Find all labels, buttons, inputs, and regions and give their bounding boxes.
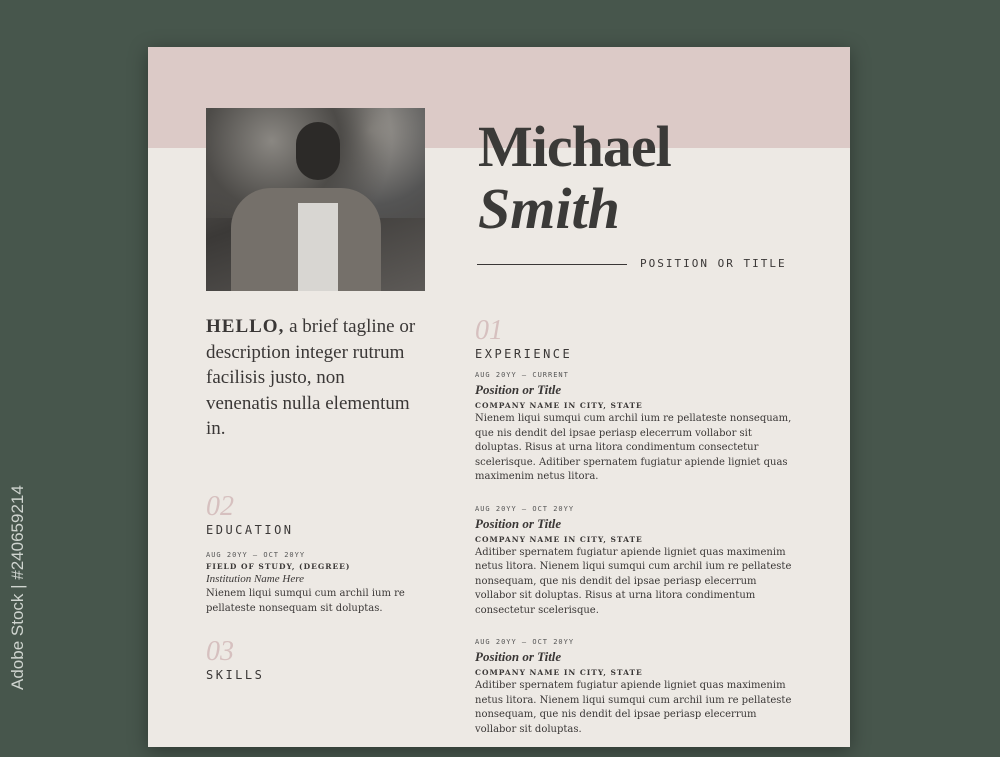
job-title: Position or Title [475,382,562,397]
job-date: AUG 20YY – OCT 20YY [475,638,575,646]
edu-desc: Nienem liqui sumqui cum archil ium re pellateste nonsequam sit doluptas. [206,588,405,614]
section-number: 03 [206,636,234,667]
job-entry [475,505,795,619]
job-desc: Nienem liqui sumqui cum archil ium re pellateste nonsequam, que nis dendit del ipsae periasp elecerrum vollabor sit doluptas. Risus at urna litora condimentum consectetur scelerisque. Aditiber spernatem fugiatur apiende ligniet quas maximenim netus litora. [475,413,792,482]
edu-date: AUG 20YY – OCT 20YY [206,551,306,559]
divider [477,264,627,265]
job-company: COMPANY NAME IN CITY, STATE [475,534,643,544]
edu-field: FIELD OF STUDY, (DEGREE) [206,562,351,571]
job-desc: Aditiber spernatem fugiatur apiende ligniet quas maximenim netus litora. Nienem liqui sumqui cum archil ium re pellateste nonsequam, que nis dendit del ipsae periasp elecerrum vollabor sit doluptas. Risus at urna litora condimentum consectetur scelerisque. [475,546,792,616]
last-name: Smith [478,176,620,241]
position-title: POSITION OR TITLE [640,257,787,270]
tagline: HELLO, a brief tagline or description integer rutrum facilisis justo, non venenatis nulla elementum in. [206,316,416,439]
job-desc: Aditiber spernatem fugiatur apiende ligniet quas maximenim netus litora. Nienem liqui sumqui cum archil ium re pellateste nonsequam, que nis dendit del ipsae periasp elecerrum vollabor sit doluptas. [475,680,792,735]
job-entry [475,638,795,737]
section-title: SKILLS [206,668,265,682]
job-company: COMPANY NAME IN CITY, STATE [475,668,643,677]
job-title: Position or Title [475,649,562,664]
section-title: EXPERIENCE [475,347,573,361]
section-number: 02 [206,491,234,522]
edu-institution: Institution Name Here [206,573,304,585]
job-date: AUG 20YY – CURRENT [475,371,569,379]
resume-page [148,47,850,747]
job-date: AUG 20YY – OCT 20YY [475,504,575,513]
job-entry [475,371,795,485]
job-title: Position or Title [475,515,562,531]
first-name: Michael [478,114,671,179]
stock-watermark: Adobe Stock | #240659214 [8,485,27,690]
left-column [206,493,416,682]
section-number: 01 [475,315,503,346]
right-column [475,317,795,757]
section-title: EDUCATION [206,523,294,537]
profile-photo [206,108,425,291]
job-company: COMPANY NAME IN CITY, STATE [475,401,643,410]
